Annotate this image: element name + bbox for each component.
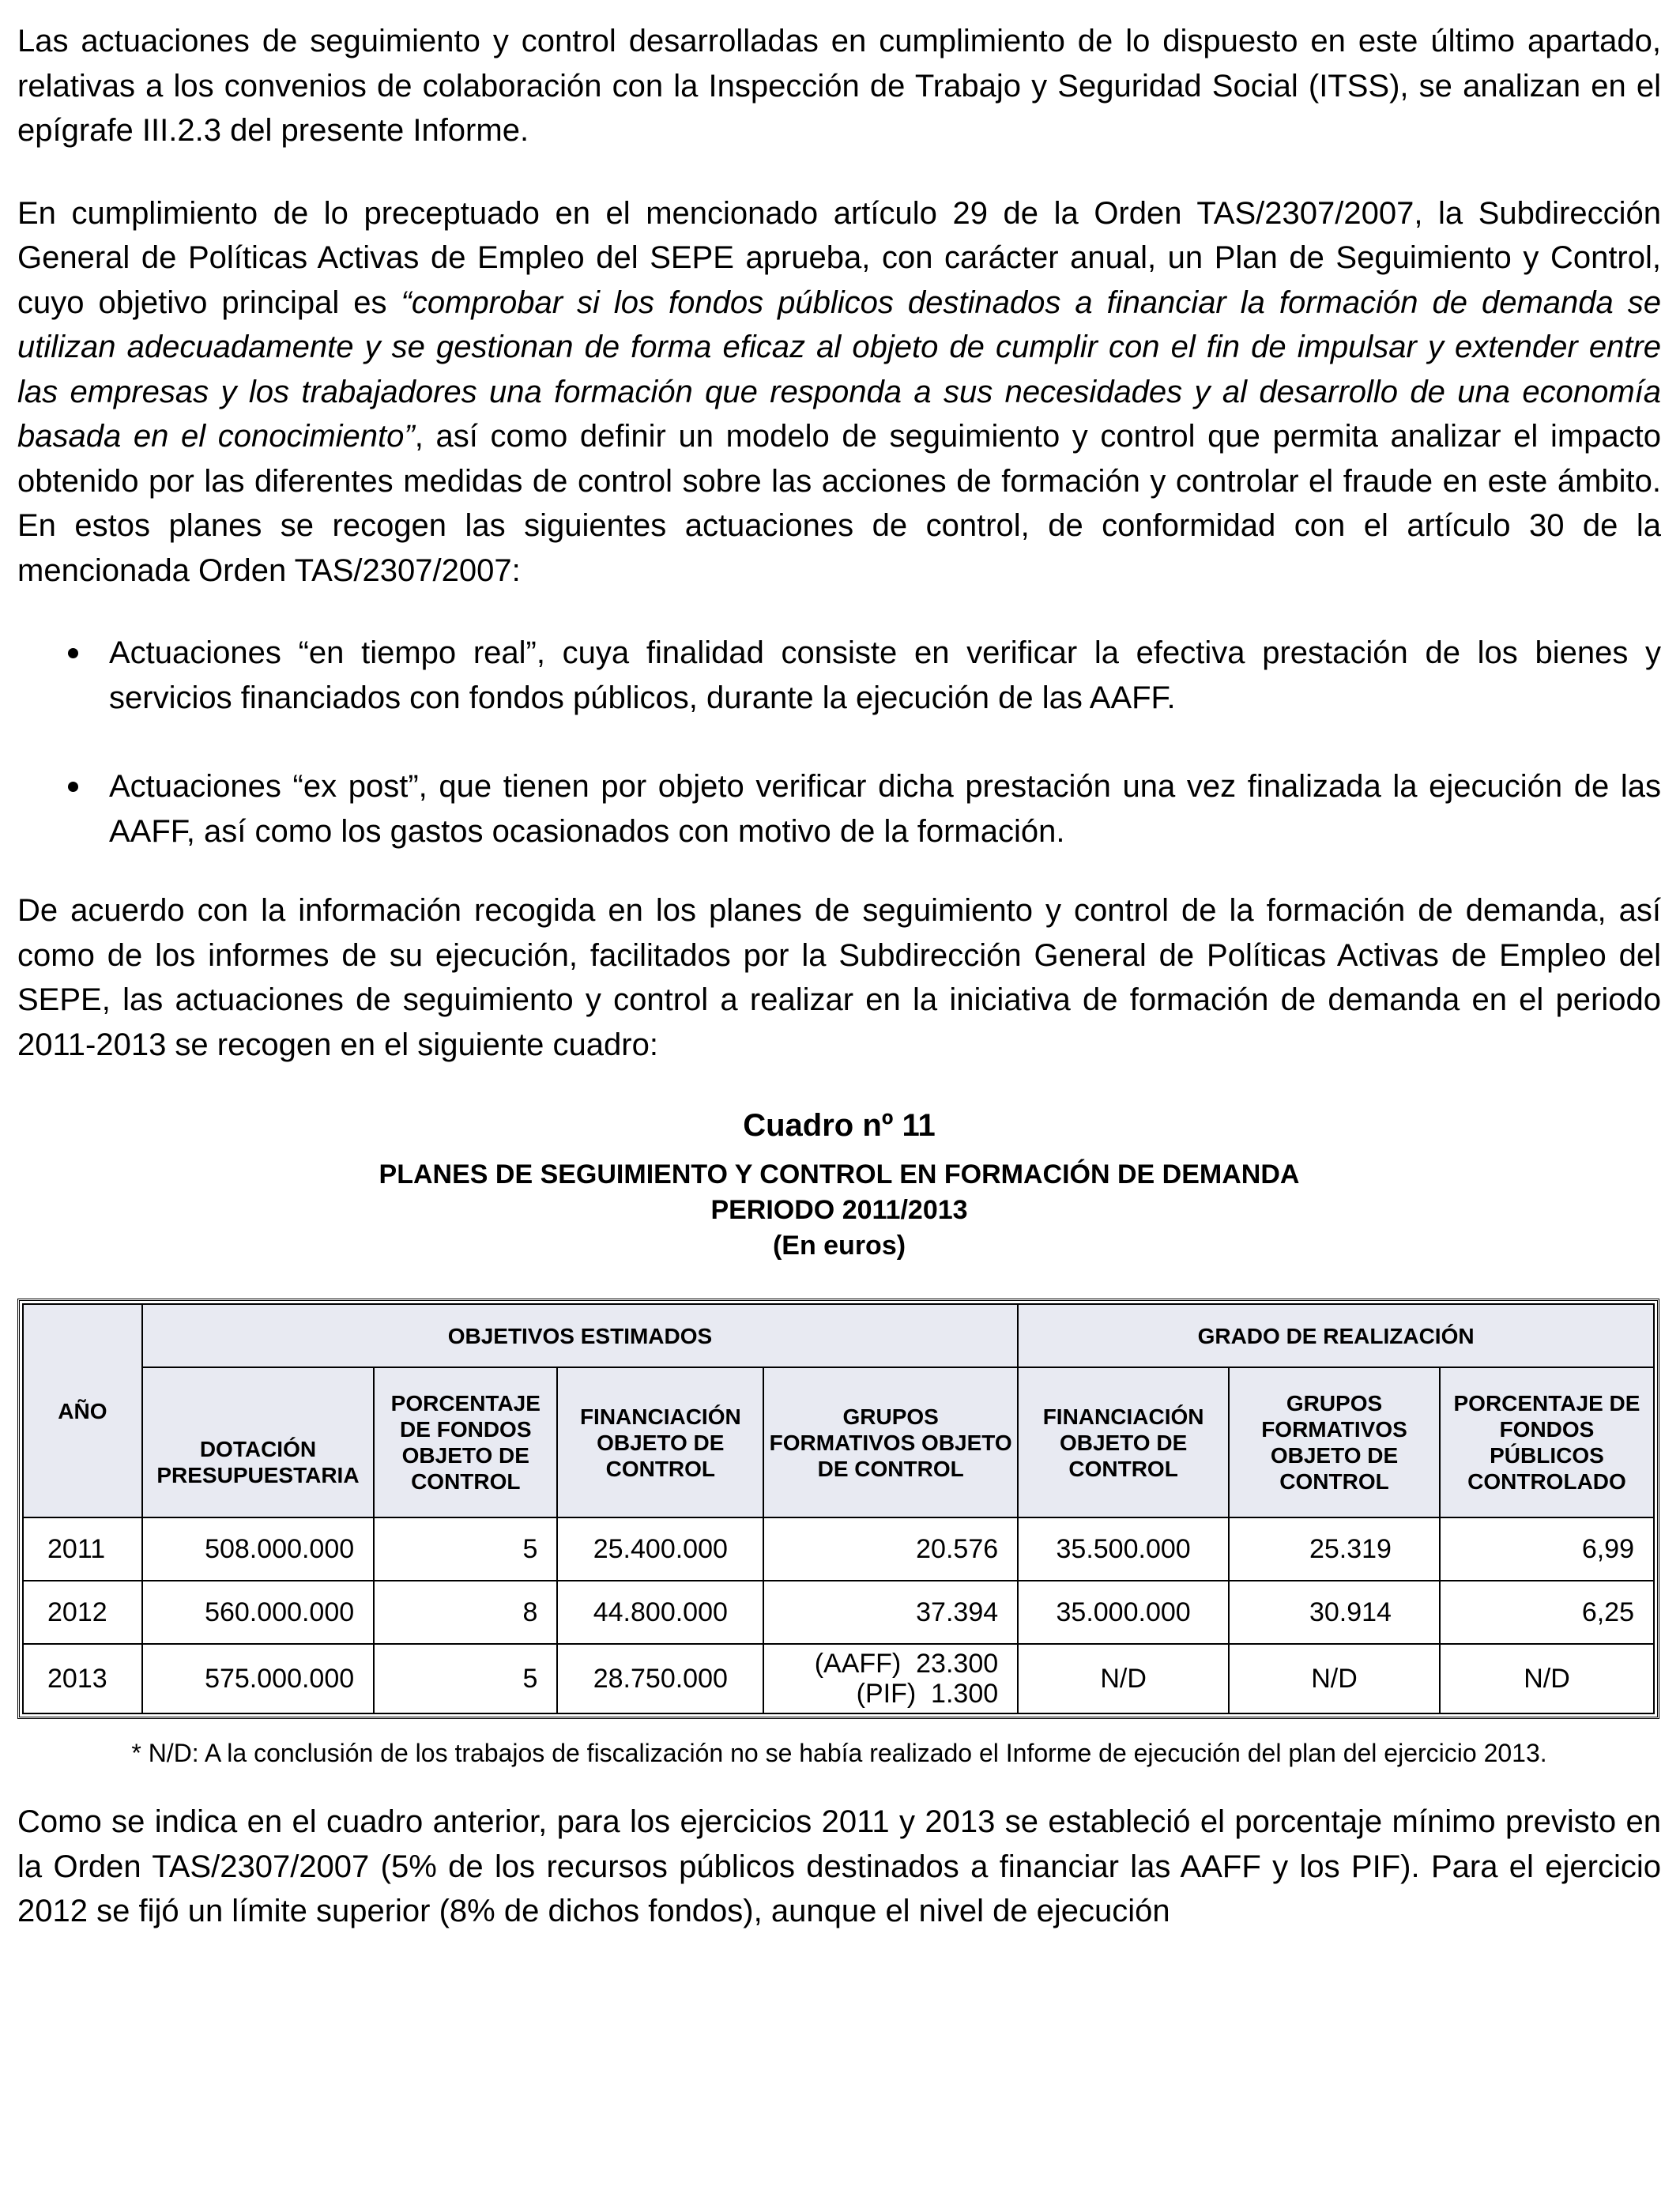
table-frame: [17, 1299, 1659, 1719]
header-porcentaje: PORCENTAJE DE FONDOS OBJETO DE CONTROL: [374, 1367, 557, 1517]
grupos-aaff: (AAFF) 23.300: [814, 1649, 999, 1679]
header-grupos: GRUPOS FORMATIVOS OBJETO DE CONTROL: [763, 1367, 1018, 1517]
list-item-text: Actuaciones “en tiempo real”, cuya finalidad consiste en verificar la efectiva prestación de los bienes y servicios financiados con fondos públicos, durante la ejecución de las AAFF.: [109, 635, 1661, 715]
header-dotacion: DOTACIÓN PRESUPUESTARIA: [142, 1367, 374, 1517]
cell-year: 2012: [23, 1581, 142, 1644]
plan-rest-text: , así como definir un modelo de seguimiento y control que permita analizar el impacto obtenido por las diferentes medidas de control sobre las acciones de formación y controlar el fraude en este ámbito. En estos planes se recogen las siguientes actuaciones de control, de conformidad con el artículo 30 de la mencionada Orden TAS/2307/2007:: [17, 419, 1661, 588]
paragraph-conclusion: Como se indica en el cuadro anterior, para los ejercicios 2011 y 2013 se estableció el porcentaje mínimo previsto en la Orden TAS/2307/2007 (5% de los recursos públicos destinados a financiar las AAFF y los PIF). Para el ejercicio 2012 se fijó un límite superior (8% de dichos fondos), aunque el nivel de ejecución: [17, 1804, 1661, 1928]
plans-table: [22, 1303, 1655, 1714]
header-financiacion-real: FINANCIACIÓN OBJETO DE CONTROL: [1018, 1367, 1229, 1517]
table-title: PLANES DE SEGUIMIENTO Y CONTROL EN FORMACIÓN DE DEMANDA: [379, 1159, 1300, 1189]
table-row: [23, 1517, 1654, 1581]
bullet-icon: [68, 648, 78, 658]
cell-grupos-real: 25.319: [1229, 1517, 1440, 1581]
cell-dotacion: 508.000.000: [142, 1517, 374, 1581]
cell-grupos: 37.394: [763, 1581, 1018, 1644]
paragraph-plan-seguimiento: [17, 191, 1661, 594]
cell-financiacion: 44.800.000: [557, 1581, 763, 1644]
plan-objective-quote: “comprobar si los fondos públicos destinados a financiar la formación de demanda se utilizan adecuadamente y se gestionan de forma eficaz al objeto de cumplir con el fin de impulsar y extender entre las empresas y los trabajadores una formación que responda a sus necesidades y al desarrollo de una economía basada en el conocimiento”: [17, 285, 1661, 454]
cell-dotacion: 560.000.000: [142, 1581, 374, 1644]
table-caption: [17, 1105, 1661, 1264]
bullet-icon: [68, 782, 78, 792]
cell-financiacion-real: 35.000.000: [1018, 1581, 1229, 1644]
table-row: [23, 1644, 1654, 1713]
list-item: [17, 631, 1661, 720]
plan-intro-text: En cumplimiento de lo preceptuado en el mencionado artículo 29 de la Orden TAS/2307/2007, la Subdirección General de Políticas Activas de Empleo del SEPE aprueba, con carácter anual, un Plan de Seguimiento y Control, cuyo objetivo principal es: [17, 195, 1661, 320]
cell-financiacion: 28.750.000: [557, 1644, 763, 1713]
table-units: (En euros): [772, 1231, 906, 1261]
cell-financiacion-real: N/D: [1018, 1644, 1229, 1713]
cell-porcentaje-real: 6,25: [1440, 1581, 1654, 1644]
cell-porcentaje: 5: [374, 1517, 557, 1581]
cell-grupos-real: 30.914: [1229, 1581, 1440, 1644]
grupos-pif: (PIF) 1.300: [856, 1679, 999, 1709]
cell-porcentaje-real: 6,99: [1440, 1517, 1654, 1581]
paragraph-itss: Las actuaciones de seguimiento y control desarrolladas en cumplimiento de lo dispuesto en este último apartado, relativas a los convenios de colaboración con la Inspección de Trabajo y Seguridad Social (ITSS), se analizan en el epígrafe III.2.3 del presente Informe.: [17, 24, 1661, 148]
header-realization: GRADO DE REALIZACIÓN: [1018, 1304, 1654, 1367]
cell-year: 2013: [23, 1644, 142, 1713]
cell-porcentaje-real: N/D: [1440, 1644, 1654, 1713]
cell-grupos-real: N/D: [1229, 1644, 1440, 1713]
cell-porcentaje: 5: [374, 1644, 557, 1713]
header-financiacion: FINANCIACIÓN OBJETO DE CONTROL: [557, 1367, 763, 1517]
cell-dotacion: 575.000.000: [142, 1644, 374, 1713]
list-item-text: Actuaciones “ex post”, que tienen por objeto verificar dicha prestación una vez finalizada la ejecución de las AAFF, así como los gastos ocasionados con motivo de la formación.: [109, 769, 1661, 849]
control-actions-list: [17, 631, 1661, 854]
table-number: Cuadro nº 11: [743, 1108, 936, 1143]
cell-financiacion: 25.400.000: [557, 1517, 763, 1581]
header-objectives: OBJETIVOS ESTIMADOS: [142, 1304, 1018, 1367]
document-page: [17, 19, 1661, 1972]
cell-financiacion-real: 35.500.000: [1018, 1517, 1229, 1581]
list-item: [17, 764, 1661, 854]
cell-porcentaje: 8: [374, 1581, 557, 1644]
paragraph-periodo: De acuerdo con la información recogida en los planes de seguimiento y control de la formación de demanda, así como de los informes de su ejecución, facilitados por la Subdirección General de Políticas Activas de Empleo del SEPE, las actuaciones de seguimiento y control a realizar en la iniciativa de formación de demanda en el periodo 2011-2013 se recogen en el siguiente cuadro:: [17, 893, 1661, 1062]
header-grupos-real: GRUPOS FORMATIVOS OBJETO DE CONTROL: [1229, 1367, 1440, 1517]
table-footnote: * N/D: A la conclusión de los trabajos de fiscalización no se había realizado el Informe de ejecución del plan del ejercicio 2013.: [131, 1739, 1547, 1767]
table-period: PERIODO 2011/2013: [710, 1195, 968, 1225]
cell-grupos: 20.576: [763, 1517, 1018, 1581]
cell-year: 2011: [23, 1517, 142, 1581]
header-porcentaje-real: PORCENTAJE DE FONDOS PÚBLICOS CONTROLADO: [1440, 1367, 1654, 1517]
cell-grupos-split: [763, 1644, 1018, 1713]
table-row: [23, 1581, 1654, 1644]
header-year: AÑO: [23, 1304, 142, 1517]
